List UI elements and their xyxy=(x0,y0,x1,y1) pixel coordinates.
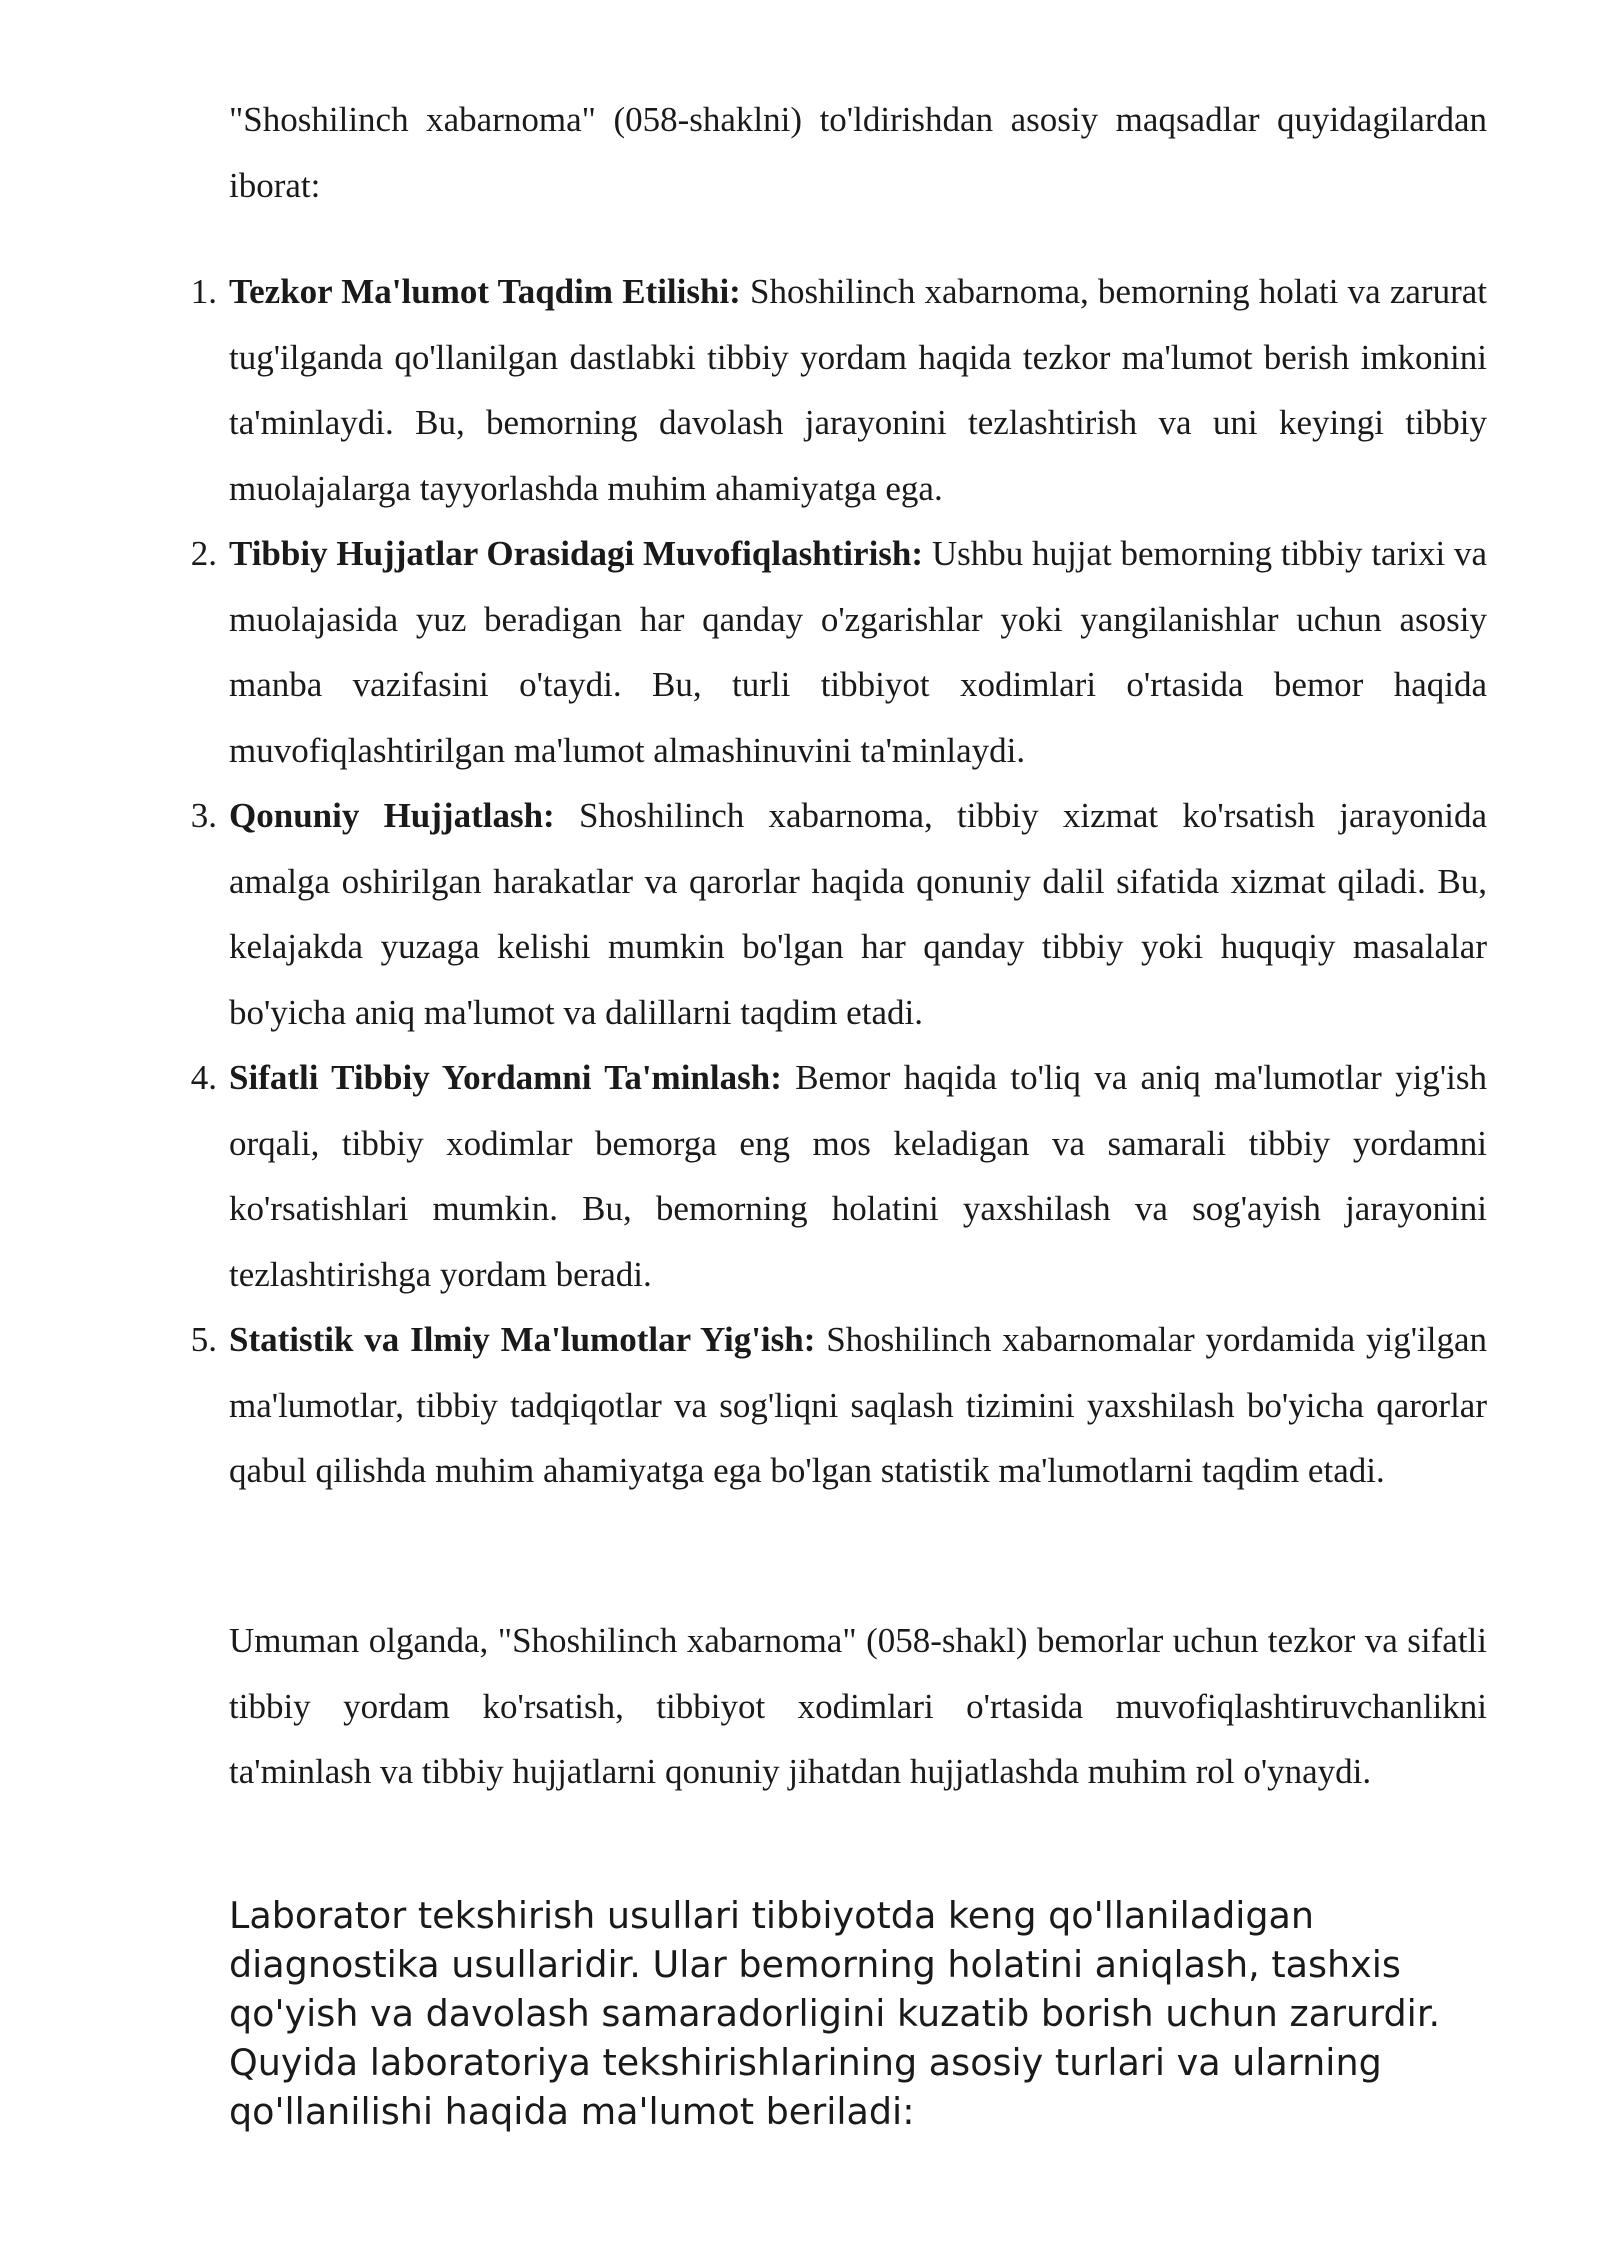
list-item xyxy=(190,259,1488,521)
list-item-text: Shoshilinch xabarnoma, bemorning holati va zarurat tug'ilganda qo'llanilgan dastlabki tibbiy yordam haqida tezkor ma'lumot berish imkonini ta'minlaydi. Bu, bemorning davolash jarayonini tezlashtirish va uni keyingi tibbiy muolajalarga tayyorlashda muhim ahamiyatga ega. xyxy=(229,272,1488,508)
list-item-number: 1. xyxy=(190,272,217,311)
conclusion-paragraph: Umuman olganda, "Shoshilinch xabarnoma" (058-shakl) bemorlar uchun tezkor va sifatli tibbiy yordam ko'rsatish, tibbiyot xodimlari o'rtasida muvofiqlashtiruvchanlikni ta'minlash va tibbiy hujjatlarni qonuniy jihatdan hujjatlashda muhim rol o'ynaydi. xyxy=(229,1621,1487,1791)
list-item xyxy=(190,1307,1487,1504)
list-item-text: Shoshilinch xabarnomalar yordamida yig'ilgan ma'lumotlar, tibbiy tadqiqotlar va sog'liqni saqlash tizimini yaxshilash bo'yicha qarorlar qabul qilishda muhim ahamiyatga ega bo'lgan statistik ma'lumotlarni taqdim etadi. xyxy=(229,1320,1487,1490)
list-item-title: Qonuniy Hujjatlash: xyxy=(229,796,555,835)
list-item-title: Tezkor Ma'lumot Taqdim Etilishi: xyxy=(229,272,741,311)
list-item-text: Ushbu hujjat bemorning tibbiy tarixi va muolajasida yuz beradigan har qanday o'zgarishlar yoki yangilanishlar uchun asosiy manba vazifasini o'taydi. Bu, turli tibbiyot xodimlari o'rtasida bemor haqida muvofiqlashtirilgan ma'lumot almashinuvini ta'minlaydi. xyxy=(229,534,1488,770)
list-item-number: 3. xyxy=(190,796,217,835)
list-item xyxy=(190,783,1488,1045)
list-item-title: Statistik va Ilmiy Ma'lumotlar Yig'ish: xyxy=(229,1320,816,1359)
intro-paragraph: "Shoshilinch xabarnoma" (058-shaklni) to'ldirishdan asosiy maqsadlar quyidagilardan iborat: xyxy=(229,100,1487,205)
list-item-number: 5. xyxy=(190,1320,217,1359)
list-item xyxy=(190,1045,1487,1307)
list-item-title: Tibbiy Hujjatlar Orasidagi Muvofiqlashtirish: xyxy=(229,534,924,573)
laboratory-paragraph: Laborator tekshirish usullari tibbiyotda keng qo'llaniladigan diagnostika usullaridir. Ular bemorning holatini aniqlash, tashxis qo'yish va davolash samaradorligini kuzatib borish uchun zarurdir. Quyida laboratoriya tekshirishlarining asosiy turlari va ularning qo'llanilishi haqida ma'lumot beriladi: xyxy=(229,1894,1441,2133)
list-item-title: Sifatli Tibbiy Yordamni Ta'minlash: xyxy=(229,1058,782,1097)
list-item-text: Bemor haqida to'liq va aniq ma'lumotlar yig'ish orqali, tibbiy xodimlar bemorga eng mos keladigan va samarali tibbiy yordamni ko'rsatishlari mumkin. Bu, bemorning holatini yaxshilash va sog'ayish jarayonini tezlashtirishga yordam beradi. xyxy=(229,1058,1487,1294)
list-item-text: Shoshilinch xabarnoma, tibbiy xizmat ko'rsatish jarayonida amalga oshirilgan harakatlar va qarorlar haqida qonuniy dalil sifatida xizmat qiladi. Bu, kelajakda yuzaga kelishi mumkin bo'lgan har qanday tibbiy yoki huquqiy masalalar bo'yicha aniq ma'lumot va dalillarni taqdim etadi. xyxy=(229,796,1488,1032)
list-item xyxy=(190,521,1488,783)
list-item-number: 2. xyxy=(190,534,217,573)
goals-list xyxy=(190,259,1488,1504)
list-item-number: 4. xyxy=(190,1058,217,1097)
